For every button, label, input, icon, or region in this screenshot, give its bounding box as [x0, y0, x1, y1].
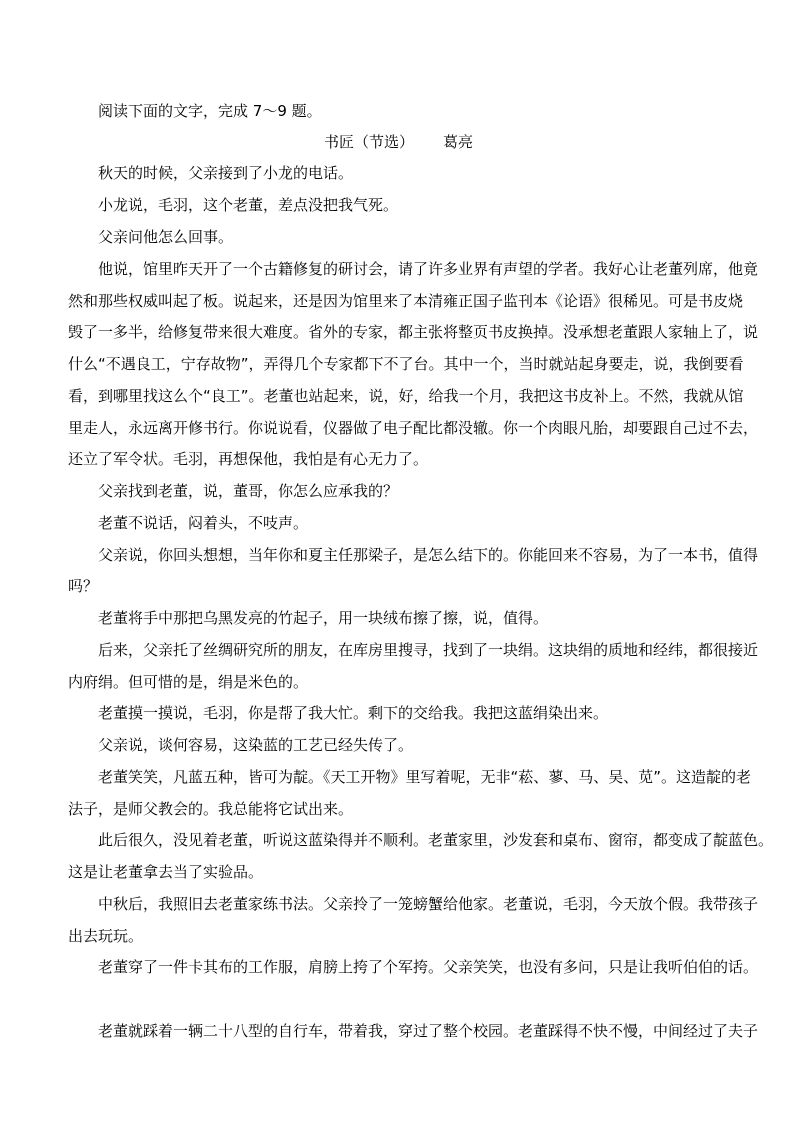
text-line: 看，到哪里找这么个“良工”。老董也站起来，说，好，给我一个月，我把这书皮补上。不然，我就从馆 — [68, 387, 744, 405]
text-line: 吗？ — [68, 577, 99, 595]
text-line: 中秋后，我照旧去老董家练书法。父亲拎了一笼螃蟹给他家。老董说，毛羽，今天放个假。我带孩子 — [98, 895, 759, 913]
text-line: 还立了军令状。毛羽，再想保他，我怕是有心无力了。 — [68, 450, 429, 468]
text-line: 毁了一多半，给修复带来很大难度。省外的专家，都主张将整页书皮换掉。没承想老董跟人家轴上了，说 — [68, 323, 759, 341]
text-line: 父亲说，谈何容易，这染蓝的工艺已经失传了。 — [98, 736, 414, 754]
text-line: 这是让老董拿去当了实验品。 — [68, 863, 264, 881]
text-line: 老董笑笑，凡蓝五种，皆可为靛。《天工开物》里写着呢，无非“菘、蓼、马、吴、苋”。这造靛的老 — [98, 768, 752, 786]
text-line: 内府绢。但可惜的是，绢是米色的。 — [68, 673, 309, 691]
text-line: 老董将手中那把乌黑发亮的竹起子，用一块绒布擦了擦，说，值得。 — [98, 609, 549, 627]
text-line: 什么“不遇良工，宁存故物”，弄得几个专家都下不了台。其中一个，当时就站起身要走，说，我倒要看 — [68, 355, 744, 373]
text-line: 然和那些权威叫起了板。说起来，还是因为馆里来了本清雍正国子监刊本《论语》很稀见。可是书皮烧 — [68, 292, 744, 310]
text-line: 法子，是师父教会的。我总能将它试出来。 — [68, 800, 354, 818]
instruction-text: 阅读下面的文字，完成 7～9 题。 — [98, 102, 322, 120]
text-line: 老董穿了一件卡其布的工作服，肩膀上挎了个军挎。父亲笑笑，也没有多问，只是让我听伯伯的话。 — [98, 958, 759, 976]
text-line: 老董不说话，闷着头，不吱声。 — [98, 514, 309, 532]
text-line: 父亲找到老董，说，董哥，你怎么应承我的？ — [98, 482, 399, 500]
text-line: 老董摸一摸说，毛羽，你是帮了我大忙。剩下的交给我。我把这蓝绢染出来。 — [98, 704, 609, 722]
text-line: 里走人，永远离开修书行。你说说看，仪器做了电子配比都没辙。你一个肉眼凡胎，却要跟自己过不去， — [68, 419, 759, 437]
text-line: 小龙说，毛羽，这个老董，差点没把我气死。 — [98, 196, 399, 214]
article-title: 书匠（节选） — [324, 133, 415, 151]
text-line: 后来，父亲托了丝绸研究所的朋友，在库房里搜寻，找到了一块绢。这块绢的质地和经纬，都很接近 — [98, 641, 759, 659]
text-line: 父亲说，你回头想想，当年你和夏主任那梁子，是怎么结下的。你能回来不容易，为了一本书，值得 — [98, 546, 759, 564]
text-line: 老董就踩着一辆二十八型的自行车，带着我，穿过了整个校园。老董踩得不快不慢，中间经过了夫子 — [98, 1022, 759, 1040]
text-line: 此后很久，没见着老董，听说这蓝染得并不顺利。老董家里，沙发套和桌布、窗帘，都变成了靛蓝色。 — [98, 831, 774, 849]
article-author: 葛亮 — [443, 133, 474, 151]
text-line: 出去玩玩。 — [68, 927, 144, 945]
text-line: 父亲问他怎么回事。 — [98, 228, 234, 246]
text-line: 他说，馆里昨天开了一个古籍修复的研讨会，请了许多业界有声望的学者。我好心让老董列席，他竟 — [98, 260, 759, 278]
text-line: 秋天的时候，父亲接到了小龙的电话。 — [98, 164, 354, 182]
